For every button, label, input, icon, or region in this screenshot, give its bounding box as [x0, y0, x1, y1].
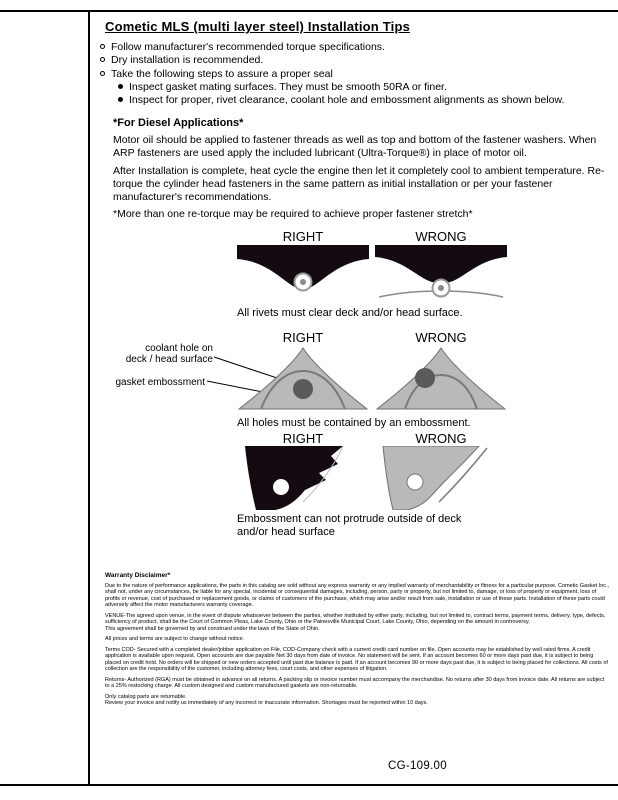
disclaimer-paragraph: This agreement shall be governed by and construed under the laws of the State of Ohio. — [105, 625, 320, 632]
bullet-icon — [118, 97, 123, 102]
disclaimer-paragraph: All prices and terms are subject to change without notice. — [105, 636, 245, 642]
diesel-heading: *For Diesel Applications* — [113, 117, 244, 129]
bullet-icon — [100, 44, 105, 49]
right-label: RIGHT — [282, 229, 324, 244]
annotation-text: deck / head surface — [125, 354, 213, 365]
page-border-top — [0, 10, 618, 12]
disclaimer-paragraph: Only catalog parts are returnable. — [105, 693, 187, 700]
tip-sub-item: Inspect gasket mating surfaces. They must be smooth 50RA or finer. — [129, 81, 447, 93]
coolant-hole-right-diagram — [237, 345, 369, 411]
bullet-icon — [100, 57, 105, 62]
rivet-clearance-right-diagram — [237, 245, 369, 302]
disclaimer-paragraph: Returns- Authorized (RGA) must be obtained in advance on all returns. A packing slip or invoice number must accompany the merchandise. No returns after 30 days from invoice date. All returns are subject to a 25% restocking charge. All custom designed and custom manufactured gaskets are non-returnable. — [105, 676, 605, 689]
warranty-disclaimer — [105, 573, 610, 711]
disclaimer-heading: Warranty Disclaimer* — [105, 572, 171, 579]
embossment-right-diagram — [237, 446, 369, 510]
disclaimer-paragraph: Terms COD- Secured with a completed dealer/jobber application on File, COD-Company check with a current credit card number on file. Open accounts may be established by well rated firms. A credit application is available upon request. Open accounts are due payable Net 30 days from date of invoice. No statement will be sent. If an account becomes 60 or more days past due, it is subject to being placed on credit hold. No orders will be shipped or new orders accepted until past due balance is paid. If an account becomes 90 or more days past due, it is subject to being placed for collections. All costs of collection are the responsibility of the customer, including attorney fees, court costs, and other expenses of litigation. — [105, 646, 608, 672]
page-code: CG-109.00 — [388, 760, 447, 772]
gasket-embossment-annotation: gasket embossment — [115, 377, 205, 388]
embossment-caption: Embossment can not protrude outside of deck and/or head surface — [237, 513, 462, 538]
bullet-icon — [118, 84, 123, 89]
tip-item: Follow manufacturer's recommended torque specifications. — [111, 41, 385, 53]
disclaimer-paragraph: Review your invoice and notify us immediately of any incorrect or inaccurate information. Shortages must be reported within 10 days. — [105, 700, 428, 706]
wrong-label: WRONG — [415, 330, 467, 345]
embossment-wrong-diagram — [375, 446, 507, 510]
rivet-caption: All rivets must clear deck and/or head surface. — [237, 307, 463, 319]
wrong-label: WRONG — [415, 431, 467, 446]
bullet-icon — [100, 71, 105, 76]
holes-caption: All holes must be contained by an embossment. — [237, 417, 471, 429]
tip-sub-item: Inspect for proper, rivet clearance, coolant hole and embossment alignments as shown below. — [129, 94, 565, 106]
page-border-bottom — [0, 784, 618, 786]
retorque-note: *More than one re-torque may be required to achieve proper fastener stretch* — [113, 208, 473, 220]
annotation-text: coolant hole on — [145, 343, 213, 354]
page-title: Cometic MLS (multi layer steel) Installation Tips — [105, 19, 411, 34]
tip-item: Take the following steps to assure a proper seal — [111, 68, 333, 80]
coolant-hole-annotation — [118, 343, 213, 365]
wrong-label: WRONG — [415, 229, 467, 244]
page-border-left — [88, 10, 90, 785]
tip-item: Dry installation is recommended. — [111, 54, 264, 66]
disclaimer-paragraph: VENUE-The agreed upon venue, in the event of dispute whatsoever between the parties, whether instituted by either party, including, but not limited to, contract terms, payment terms, delivery, type, defects, sufficiency of product, shall be the Court of Common Pleas, Lake County, Ohio or the Painesville Municipal Court, Lake County, Ohio, depending on the amount in controversy. — [105, 612, 606, 625]
rivet-clearance-wrong-diagram — [375, 245, 507, 302]
diesel-paragraph: After Installation is complete, heat cycle the engine then let it completely cool to ambient temperature. Re-torque the cylinder head fasteners in the same pattern as initial installation or per your fastener manufacturer's recommendations. — [113, 165, 605, 203]
diesel-paragraph: Motor oil should be applied to fastener threads as well as top and bottom of the fastener washers. When ARP fasteners are used apply the included lubricant (Ultra-Torque®) in place of motor oil. — [113, 134, 597, 159]
right-label: RIGHT — [282, 431, 324, 446]
disclaimer-paragraph: Due to the nature of performance applications, the parts in this catalog are sold without any express warranty or any implied warranty of merchantability or fitness for a particular purpose. Cometic Gasket Inc., shall not, under any circumstances, be liable for any special, incidental or consequential damages, including, person, party or property, but not limited to, damage, or loss of property or equipment, loss of profits or revenue, cost of purchased or replacement goods, or claims of customers of the purchase, which may arise and/or result from sale, installation or use of these parts. Installation of these parts could adversely affect the motor manufacturers warranty coverage. — [105, 582, 610, 608]
right-label: RIGHT — [282, 330, 324, 345]
coolant-hole-wrong-diagram — [375, 345, 507, 411]
